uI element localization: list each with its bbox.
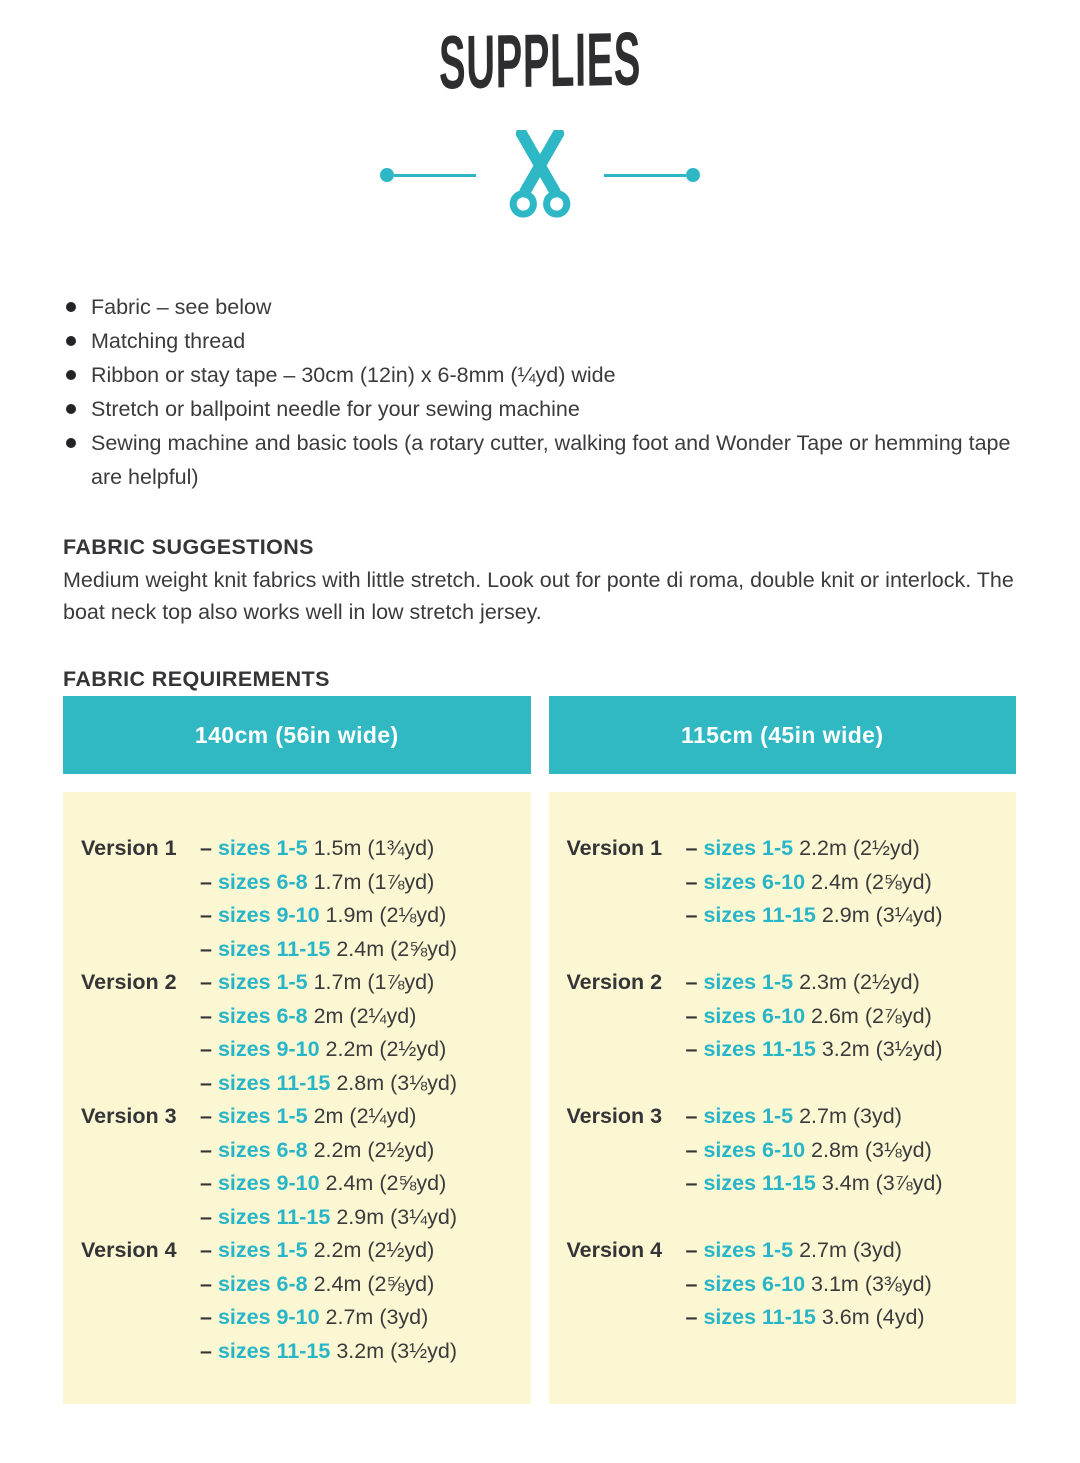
size-range: sizes 6-10 <box>703 1137 806 1162</box>
size-range: sizes 11-15 <box>703 903 816 927</box>
version-block <box>81 832 523 966</box>
size-row <box>200 1033 523 1067</box>
size-row-dash: – <box>685 869 698 894</box>
size-amount: 2.8m (3⅛yd) <box>811 1137 932 1162</box>
size-range: sizes 1-5 <box>703 836 794 860</box>
supplies-item-text: Fabric – see below <box>91 295 272 319</box>
fabric-suggestions-body: Medium weight knit fabrics with little stretch. Look out for ponte di roma, double knit or interlock. The boat neck top also works well in low stretch jersey. <box>63 568 1014 624</box>
size-amount: 2.6m (2⅞yd) <box>811 1003 932 1028</box>
version-label: Version 1 <box>81 836 177 860</box>
size-amount: 2.2m (2½yd) <box>325 1037 447 1061</box>
size-row <box>200 1335 523 1369</box>
size-amount: 2.8m (3⅛yd) <box>336 1070 457 1095</box>
version-block <box>81 1100 523 1234</box>
size-row-dash: – <box>200 836 212 860</box>
version-label: Version 4 <box>566 1238 663 1262</box>
supplies-list-item <box>63 426 1016 494</box>
size-amount: 1.7m (1⅞yd) <box>313 970 435 994</box>
size-row <box>200 1067 523 1101</box>
size-row-dash: – <box>200 1305 212 1329</box>
size-amount: 3.1m (3⅜yd) <box>811 1271 932 1296</box>
size-range: sizes 11-15 <box>703 1171 816 1195</box>
size-rows <box>686 1234 1009 1368</box>
supplies-list-item <box>63 358 1016 392</box>
scissors-divider <box>63 130 1016 218</box>
size-row-dash: – <box>200 869 212 894</box>
size-row-dash: – <box>200 903 212 927</box>
bullet-icon <box>66 404 76 414</box>
size-row-dash: – <box>200 1104 212 1128</box>
version-label: Version 2 <box>81 970 177 994</box>
size-amount: 1.7m (1⅞yd) <box>313 869 435 894</box>
size-amount: 2.7m (3yd) <box>799 1104 902 1128</box>
size-range: sizes 6-8 <box>217 869 308 894</box>
divider-left-rule <box>394 174 476 177</box>
fabric-requirements-heading: FABRIC REQUIREMENTS <box>63 667 330 691</box>
size-row <box>200 1268 523 1302</box>
page-title-wrap <box>63 16 1016 105</box>
size-row-dash: – <box>200 1271 212 1296</box>
size-row <box>686 1100 1009 1134</box>
supplies-list-item <box>63 392 1016 426</box>
requirements-column <box>63 696 531 1404</box>
size-range: sizes 11-15 <box>217 936 331 961</box>
size-range: sizes 11-15 <box>703 1305 816 1329</box>
size-row-dash: – <box>685 1271 698 1296</box>
size-row-dash: – <box>200 1171 212 1195</box>
fabric-suggestions-heading: FABRIC SUGGESTIONS <box>63 535 314 559</box>
size-row-dash: – <box>200 1137 212 1162</box>
column-body <box>63 792 531 1404</box>
bullet-icon <box>66 302 76 312</box>
size-amount: 2.2m (2½yd) <box>313 1238 435 1262</box>
size-row-dash: – <box>200 1037 212 1061</box>
column-header: 140cm (56in wide) <box>63 696 531 774</box>
divider-right-line <box>604 168 700 182</box>
version-label: Version 1 <box>566 836 663 860</box>
size-row <box>200 1234 523 1268</box>
size-amount: 2.7m (3yd) <box>799 1238 902 1262</box>
size-row-dash: – <box>685 970 698 994</box>
size-row <box>200 1167 523 1201</box>
size-row <box>686 866 1009 900</box>
bullet-icon <box>66 438 76 448</box>
column-body <box>549 792 1017 1404</box>
size-rows <box>200 832 523 966</box>
size-row-dash: – <box>685 1171 698 1195</box>
size-rows <box>686 1100 1009 1234</box>
size-range: sizes 11-15 <box>703 1037 816 1061</box>
size-range: sizes 11-15 <box>217 1204 331 1229</box>
size-row <box>686 1033 1009 1067</box>
size-row <box>200 1201 523 1235</box>
size-amount: 2.2m (2½yd) <box>313 1137 435 1162</box>
divider-left-dot <box>380 168 394 182</box>
size-row-dash: – <box>200 1238 212 1262</box>
version-block <box>81 966 523 1100</box>
size-range: sizes 1-5 <box>703 970 794 994</box>
size-amount: 2.4m (2⅝yd) <box>313 1271 435 1296</box>
version-block <box>567 832 1009 966</box>
size-row-dash: – <box>685 903 698 927</box>
version-block <box>81 1234 523 1368</box>
supplies-item-text: Stretch or ballpoint needle for your sewing machine <box>91 397 580 421</box>
size-rows <box>686 966 1009 1100</box>
size-range: sizes 6-10 <box>703 869 806 894</box>
size-row-dash: – <box>685 1238 698 1262</box>
size-row-dash: – <box>200 1338 212 1363</box>
version-block <box>567 966 1009 1100</box>
size-row-dash: – <box>685 1305 698 1329</box>
supplies-item-text: Ribbon or stay tape – 30cm (12in) x 6-8mm (¼yd) wide <box>91 363 616 387</box>
size-row <box>686 1268 1009 1302</box>
size-amount: 2m (2¼yd) <box>313 1003 417 1028</box>
size-row <box>200 933 523 967</box>
size-range: sizes 9-10 <box>217 903 320 927</box>
size-range: sizes 6-10 <box>703 1271 806 1296</box>
supplies-list-item <box>63 324 1016 358</box>
fabric-requirements-table <box>63 696 1016 1404</box>
size-range: sizes 6-8 <box>217 1137 308 1162</box>
bullet-icon <box>66 336 76 346</box>
size-amount: 3.2m (3½yd) <box>821 1037 943 1061</box>
size-range: sizes 6-8 <box>217 1271 308 1296</box>
size-range: sizes 1-5 <box>217 970 308 994</box>
size-range: sizes 1-5 <box>703 1104 794 1128</box>
supplies-item-text: Sewing machine and basic tools (a rotary cutter, walking foot and Wonder Tape or hemming tape are helpful) <box>91 431 1011 489</box>
size-row-dash: – <box>685 1037 698 1061</box>
size-rows <box>200 966 523 1100</box>
size-amount: 1.9m (2⅛yd) <box>325 903 447 927</box>
size-range: sizes 9-10 <box>217 1305 320 1329</box>
version-label: Version 4 <box>81 1238 177 1262</box>
size-range: sizes 11-15 <box>217 1338 331 1363</box>
size-range: sizes 1-5 <box>217 1104 308 1128</box>
size-row <box>686 966 1009 1000</box>
size-row-dash: – <box>200 1003 212 1028</box>
size-amount: 2.7m (3yd) <box>325 1305 429 1329</box>
page-title: SUPPLIES <box>438 16 641 105</box>
size-row <box>686 832 1009 866</box>
size-row-dash: – <box>685 1003 698 1028</box>
size-amount: 3.4m (3⅞yd) <box>821 1171 943 1195</box>
version-label: Version 3 <box>81 1104 177 1128</box>
size-row <box>686 1167 1009 1201</box>
column-header: 115cm (45in wide) <box>549 696 1017 774</box>
size-row-dash: – <box>685 836 698 860</box>
size-range: sizes 1-5 <box>217 836 308 860</box>
scissors-icon <box>502 130 578 218</box>
size-amount: 3.2m (3½yd) <box>336 1338 457 1363</box>
size-rows <box>200 1234 523 1368</box>
size-row <box>200 1000 523 1034</box>
size-amount: 2m (2¼yd) <box>313 1104 417 1128</box>
size-row <box>686 1301 1009 1335</box>
divider-right-dot <box>686 168 700 182</box>
size-row-dash: – <box>685 1104 698 1128</box>
size-amount: 3.6m (4yd) <box>821 1305 925 1329</box>
size-rows <box>686 832 1009 966</box>
version-label: Version 3 <box>566 1104 663 1128</box>
size-row <box>200 832 523 866</box>
size-amount: 2.9m (3¼yd) <box>821 903 943 927</box>
version-block <box>567 1234 1009 1368</box>
size-row <box>200 899 523 933</box>
size-row <box>686 1234 1009 1268</box>
size-row-dash: – <box>685 1137 698 1162</box>
size-amount: 2.2m (2½yd) <box>799 836 920 860</box>
size-range: sizes 6-10 <box>703 1003 806 1028</box>
divider-left-line <box>380 168 476 182</box>
size-amount: 2.4m (2⅝yd) <box>811 869 932 894</box>
version-label: Version 2 <box>566 970 663 994</box>
size-row-dash: – <box>200 1204 212 1229</box>
size-amount: 2.9m (3¼yd) <box>336 1204 457 1229</box>
size-range: sizes 9-10 <box>217 1037 320 1061</box>
supplies-page <box>0 16 1080 1463</box>
supplies-list <box>63 290 1016 494</box>
size-range: sizes 1-5 <box>217 1238 308 1262</box>
requirements-column <box>549 696 1017 1404</box>
size-row <box>200 1134 523 1168</box>
size-amount: 2.4m (2⅝yd) <box>325 1171 447 1195</box>
size-amount: 2.4m (2⅝yd) <box>336 936 457 961</box>
supplies-list-item <box>63 290 1016 324</box>
size-row-dash: – <box>200 1070 212 1095</box>
version-block <box>567 1100 1009 1234</box>
size-row <box>200 866 523 900</box>
size-row-dash: – <box>200 936 212 961</box>
size-range: sizes 6-8 <box>217 1003 308 1028</box>
size-range: sizes 9-10 <box>217 1171 320 1195</box>
size-amount: 1.5m (1¾yd) <box>313 836 435 860</box>
size-row <box>200 966 523 1000</box>
size-row <box>200 1301 523 1335</box>
size-range: sizes 11-15 <box>217 1070 331 1095</box>
size-row <box>686 1000 1009 1034</box>
bullet-icon <box>66 370 76 380</box>
size-amount: 2.3m (2½yd) <box>799 970 920 994</box>
size-row-dash: – <box>200 970 212 994</box>
divider-right-rule <box>604 174 686 177</box>
size-range: sizes 1-5 <box>703 1238 794 1262</box>
size-rows <box>200 1100 523 1234</box>
supplies-item-text: Matching thread <box>91 329 246 353</box>
size-row <box>686 899 1009 933</box>
size-row <box>200 1100 523 1134</box>
size-row <box>686 1134 1009 1168</box>
